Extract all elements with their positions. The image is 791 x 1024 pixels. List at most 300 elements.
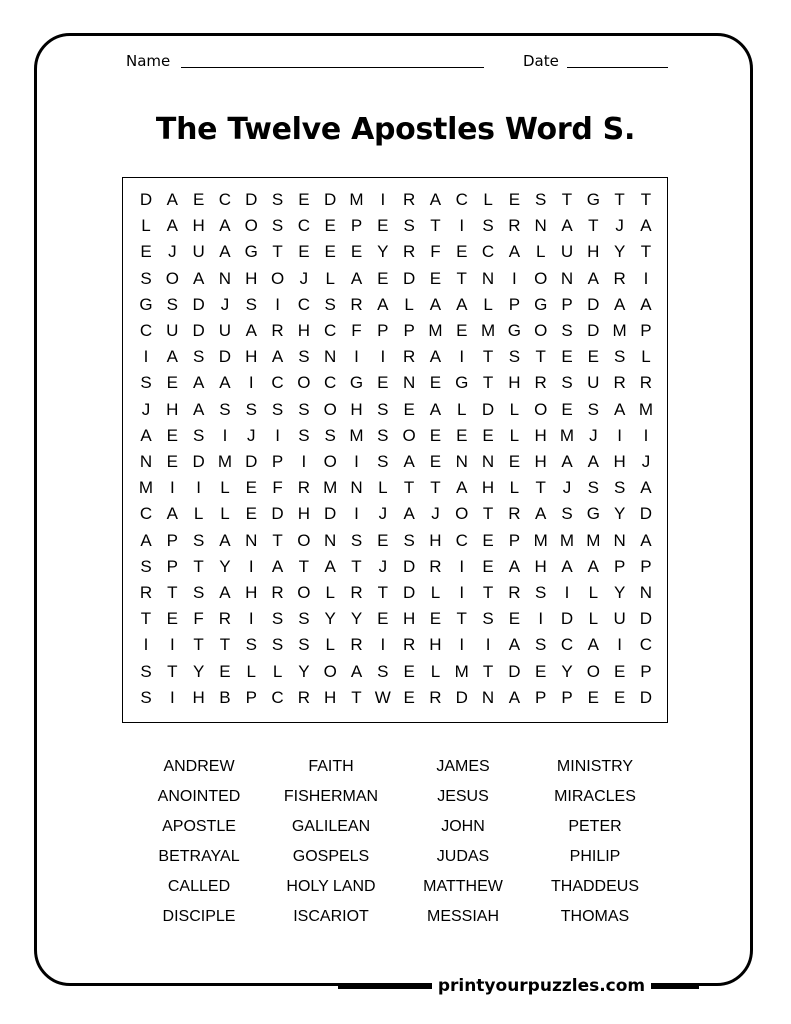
grid-letter[interactable]: I [354, 452, 359, 471]
grid-letter[interactable]: A [561, 452, 573, 471]
grid-letter[interactable]: P [166, 530, 178, 550]
grid-letter[interactable]: T [535, 347, 546, 367]
grid-letter[interactable]: I [380, 635, 386, 655]
grid-letter[interactable]: A [508, 687, 521, 707]
grid-letter[interactable]: D [192, 321, 205, 340]
grid-letter[interactable]: C [560, 635, 574, 655]
grid-letter[interactable]: P [508, 294, 521, 314]
grid-letter[interactable]: S [192, 347, 205, 367]
grid-letter[interactable]: L [457, 399, 467, 419]
grid-letter[interactable]: Y [298, 661, 310, 681]
grid-letter[interactable]: R [350, 583, 363, 602]
grid-letter[interactable]: H [613, 452, 626, 471]
grid-letter[interactable]: E [350, 242, 363, 262]
grid-letter[interactable]: P [350, 216, 363, 236]
grid-letter[interactable]: T [482, 373, 494, 393]
grid-letter[interactable]: D [271, 504, 284, 524]
grid-letter[interactable]: U [166, 321, 179, 340]
grid-letter[interactable]: R [402, 635, 416, 655]
grid-letter[interactable]: E [456, 321, 468, 340]
grid-letter[interactable]: A [587, 452, 599, 471]
grid-letter[interactable]: N [455, 452, 468, 471]
grid-letter[interactable]: S [192, 583, 205, 602]
grid-letter[interactable]: E [324, 242, 336, 262]
grid-letter[interactable]: C [297, 294, 311, 314]
grid-letter[interactable]: H [587, 242, 600, 262]
grid-letter[interactable]: P [640, 556, 652, 576]
grid-letter[interactable]: T [140, 609, 152, 629]
grid-letter[interactable]: H [192, 687, 205, 707]
grid-letter[interactable]: S [192, 425, 205, 445]
grid-letter[interactable]: R [139, 583, 153, 602]
grid-letter[interactable]: E [403, 661, 415, 681]
grid-letter[interactable]: N [139, 452, 153, 471]
grid-letter[interactable]: I [380, 347, 386, 367]
grid-letter[interactable]: I [169, 687, 175, 707]
grid-letter[interactable]: T [482, 583, 494, 602]
grid-letter[interactable]: L [272, 661, 283, 681]
grid-letter[interactable]: G [139, 294, 153, 314]
grid-letter[interactable]: T [561, 190, 573, 209]
grid-letter[interactable]: R [534, 373, 547, 393]
grid-letter[interactable]: H [429, 530, 442, 550]
grid-letter[interactable]: H [297, 504, 311, 524]
grid-letter[interactable]: A [350, 661, 363, 681]
grid-letter[interactable]: L [535, 242, 546, 262]
grid-letter[interactable]: C [297, 216, 311, 236]
grid-letter[interactable]: I [380, 190, 386, 209]
grid-letter[interactable]: T [640, 190, 652, 209]
grid-letter[interactable]: L [404, 294, 414, 314]
grid-letter[interactable]: M [349, 425, 364, 445]
grid-letter[interactable]: R [350, 635, 363, 655]
grid-letter[interactable]: J [299, 268, 309, 288]
grid-letter[interactable]: U [613, 609, 626, 629]
grid-letter[interactable]: I [222, 425, 228, 445]
grid-letter[interactable]: L [509, 478, 520, 498]
grid-letter[interactable]: J [641, 452, 651, 471]
grid-letter[interactable]: S [271, 216, 284, 236]
grid-letter[interactable]: S [324, 425, 336, 445]
grid-letter[interactable]: S [271, 609, 284, 629]
grid-letter[interactable]: A [166, 504, 178, 524]
grid-letter[interactable]: H [245, 347, 258, 367]
grid-letter[interactable]: J [168, 242, 177, 262]
grid-letter[interactable]: S [377, 661, 389, 681]
grid-letter[interactable]: P [561, 294, 573, 314]
grid-letter[interactable]: S [377, 399, 389, 419]
grid-letter[interactable]: D [192, 294, 205, 314]
grid-letter[interactable]: L [325, 268, 335, 288]
grid-letter[interactable]: R [297, 478, 311, 498]
grid-letter[interactable]: A [613, 294, 626, 314]
grid-letter[interactable]: C [455, 530, 468, 550]
grid-letter[interactable]: H [324, 687, 337, 707]
grid-letter[interactable]: T [430, 478, 441, 498]
grid-letter[interactable]: Y [377, 242, 389, 262]
grid-letter[interactable]: A [508, 635, 521, 655]
grid-letter[interactable]: S [298, 425, 310, 445]
grid-letter[interactable]: O [270, 268, 285, 288]
grid-letter[interactable]: A [324, 556, 336, 576]
grid-letter[interactable]: Y [192, 661, 205, 681]
grid-letter[interactable]: I [354, 504, 359, 524]
grid-letter[interactable]: E [429, 268, 442, 288]
grid-letter[interactable]: H [481, 478, 495, 498]
grid-letter[interactable]: L [483, 190, 493, 209]
grid-letter[interactable]: H [245, 583, 258, 602]
grid-letter[interactable]: L [430, 661, 441, 681]
grid-letter[interactable]: M [138, 478, 154, 498]
grid-letter[interactable]: I [248, 556, 254, 576]
grid-letter[interactable]: L [509, 425, 520, 445]
grid-letter[interactable]: C [324, 321, 337, 340]
grid-letter[interactable]: P [377, 321, 389, 340]
grid-letter[interactable]: I [564, 583, 570, 602]
grid-letter[interactable]: L [430, 583, 441, 602]
grid-letter[interactable]: L [588, 583, 599, 602]
grid-letter[interactable]: N [639, 583, 653, 602]
grid-letter[interactable]: A [429, 190, 442, 209]
grid-letter[interactable]: H [166, 399, 179, 419]
grid-letter[interactable]: J [378, 504, 388, 524]
grid-letter[interactable]: A [640, 530, 652, 550]
grid-letter[interactable]: A [192, 399, 205, 419]
grid-letter[interactable]: B [219, 687, 231, 707]
grid-letter[interactable]: P [561, 687, 573, 707]
grid-letter[interactable]: L [193, 504, 204, 524]
grid-letter[interactable]: N [534, 216, 547, 236]
grid-letter[interactable]: M [612, 321, 627, 340]
grid-letter[interactable]: I [617, 425, 622, 445]
grid-letter[interactable]: S [350, 530, 363, 550]
grid-letter[interactable]: I [459, 635, 465, 655]
grid-letter[interactable]: U [560, 242, 574, 262]
grid-letter[interactable]: S [587, 478, 599, 498]
grid-letter[interactable]: G [507, 321, 521, 340]
grid-letter[interactable]: A [613, 399, 626, 419]
grid-letter[interactable]: C [455, 190, 468, 209]
grid-letter[interactable]: I [275, 425, 280, 445]
grid-letter[interactable]: E [298, 190, 310, 209]
grid-letter[interactable]: O [402, 425, 416, 445]
grid-letter[interactable]: R [402, 190, 416, 209]
grid-letter[interactable]: C [139, 504, 153, 524]
grid-letter[interactable]: J [141, 399, 151, 419]
grid-letter[interactable]: A [587, 268, 599, 288]
grid-letter[interactable]: S [561, 373, 573, 393]
grid-letter[interactable]: D [402, 556, 416, 576]
grid-letter[interactable]: A [429, 399, 442, 419]
grid-letter[interactable]: O [297, 583, 311, 602]
grid-letter[interactable]: F [351, 321, 362, 340]
grid-letter[interactable]: P [613, 556, 626, 576]
grid-letter[interactable]: S [613, 347, 626, 367]
grid-letter[interactable]: P [508, 530, 521, 550]
grid-letter[interactable]: L [246, 661, 256, 681]
grid-letter[interactable]: E [245, 478, 257, 498]
grid-letter[interactable]: R [429, 687, 442, 707]
grid-letter[interactable]: I [512, 268, 517, 288]
grid-letter[interactable]: I [643, 425, 649, 445]
grid-letter[interactable]: I [169, 635, 175, 655]
grid-letter[interactable]: D [481, 399, 495, 419]
grid-letter[interactable]: G [586, 504, 600, 524]
grid-letter[interactable]: A [192, 268, 205, 288]
grid-letter[interactable]: S [561, 321, 573, 340]
grid-letter[interactable]: M [559, 425, 575, 445]
grid-letter[interactable]: E [429, 609, 442, 629]
grid-letter[interactable]: S [271, 635, 284, 655]
grid-letter[interactable]: J [562, 478, 572, 498]
grid-letter[interactable]: C [139, 321, 153, 340]
grid-letter[interactable]: I [275, 294, 280, 314]
grid-letter[interactable]: Y [613, 242, 626, 262]
grid-letter[interactable]: E [613, 687, 626, 707]
grid-letter[interactable]: A [429, 294, 442, 314]
grid-letter[interactable]: E [192, 190, 205, 209]
grid-letter[interactable]: N [402, 373, 416, 393]
grid-letter[interactable]: E [403, 399, 415, 419]
grid-letter[interactable]: F [193, 609, 204, 629]
grid-letter[interactable]: L [588, 609, 599, 629]
grid-letter[interactable]: O [323, 399, 337, 419]
grid-letter[interactable]: Y [613, 583, 626, 602]
grid-letter[interactable]: Y [613, 504, 626, 524]
grid-letter[interactable]: E [456, 242, 468, 262]
grid-letter[interactable]: A [245, 321, 257, 340]
grid-letter[interactable]: D [245, 452, 258, 471]
grid-letter[interactable]: T [482, 504, 494, 524]
grid-letter[interactable]: S [324, 294, 336, 314]
grid-letter[interactable]: S [377, 425, 389, 445]
grid-letter[interactable]: A [640, 216, 652, 236]
grid-letter[interactable]: A [429, 347, 442, 367]
grid-letter[interactable]: R [297, 687, 311, 707]
grid-letter[interactable]: J [589, 425, 598, 445]
grid-letter[interactable]: C [324, 373, 337, 393]
grid-letter[interactable]: I [459, 216, 465, 236]
grid-letter[interactable]: N [350, 478, 363, 498]
grid-letter[interactable]: M [428, 321, 443, 340]
grid-letter[interactable]: R [508, 216, 521, 236]
grid-letter[interactable]: N [218, 268, 232, 288]
grid-letter[interactable]: D [560, 609, 574, 629]
grid-letter[interactable]: I [143, 635, 149, 655]
grid-letter[interactable]: E [140, 242, 152, 262]
grid-letter[interactable]: O [586, 661, 600, 681]
grid-letter[interactable]: J [615, 216, 624, 236]
grid-letter[interactable]: P [640, 661, 652, 681]
grid-letter[interactable]: N [613, 530, 626, 550]
grid-letter[interactable]: S [403, 530, 415, 550]
grid-letter[interactable]: E [535, 661, 547, 681]
grid-letter[interactable]: D [324, 190, 337, 209]
grid-letter[interactable]: S [482, 609, 494, 629]
grid-letter[interactable]: S [140, 661, 152, 681]
grid-letter[interactable]: I [301, 452, 307, 471]
grid-letter[interactable]: L [141, 216, 151, 236]
grid-letter[interactable]: C [218, 190, 232, 209]
grid-letter[interactable]: S [219, 399, 231, 419]
grid-letter[interactable]: R [613, 373, 626, 393]
grid-letter[interactable]: E [429, 452, 442, 471]
grid-letter[interactable]: S [140, 556, 152, 576]
grid-letter[interactable]: L [220, 478, 230, 498]
grid-letter[interactable]: D [639, 609, 653, 629]
grid-letter[interactable]: O [534, 268, 548, 288]
grid-letter[interactable]: E [166, 373, 178, 393]
grid-letter[interactable]: A [377, 294, 389, 314]
grid-letter[interactable]: U [218, 321, 232, 340]
grid-letter[interactable]: A [535, 504, 547, 524]
grid-letter[interactable]: T [272, 530, 283, 550]
grid-letter[interactable]: T [167, 583, 178, 602]
grid-letter[interactable]: H [297, 321, 311, 340]
grid-letter[interactable]: M [454, 661, 469, 681]
grid-letter[interactable]: S [166, 294, 178, 314]
grid-letter[interactable]: S [482, 216, 494, 236]
grid-letter[interactable]: E [429, 425, 442, 445]
grid-letter[interactable]: G [534, 294, 548, 314]
grid-letter[interactable]: C [271, 687, 284, 707]
grid-letter[interactable]: I [643, 268, 649, 288]
grid-letter[interactable]: N [245, 530, 258, 550]
grid-letter[interactable]: R [508, 504, 521, 524]
grid-letter[interactable]: L [325, 583, 335, 602]
grid-letter[interactable]: U [192, 242, 205, 262]
grid-letter[interactable]: A [166, 347, 178, 367]
grid-letter[interactable]: S [613, 478, 626, 498]
grid-letter[interactable]: T [640, 242, 652, 262]
grid-letter[interactable]: C [639, 635, 653, 655]
grid-letter[interactable]: P [166, 556, 178, 576]
grid-letter[interactable]: E [508, 190, 521, 209]
grid-letter[interactable]: O [534, 399, 548, 419]
grid-letter[interactable]: R [613, 268, 626, 288]
grid-letter[interactable]: S [140, 687, 152, 707]
grid-letter[interactable]: S [140, 373, 152, 393]
grid-letter[interactable]: R [271, 321, 284, 340]
grid-letter[interactable]: S [298, 609, 310, 629]
grid-letter[interactable]: O [244, 216, 258, 236]
grid-letter[interactable]: G [349, 373, 364, 393]
grid-letter[interactable]: E [587, 347, 599, 367]
grid-letter[interactable]: D [402, 583, 416, 602]
grid-letter[interactable]: O [455, 504, 469, 524]
grid-letter[interactable]: R [402, 347, 416, 367]
grid-letter[interactable]: T [193, 556, 204, 576]
grid-letter[interactable]: D [402, 268, 416, 288]
grid-letter[interactable]: L [483, 294, 493, 314]
grid-letter[interactable]: E [377, 216, 389, 236]
grid-letter[interactable]: L [641, 347, 651, 367]
grid-letter[interactable]: T [377, 583, 388, 602]
grid-letter[interactable]: T [272, 242, 283, 262]
grid-letter[interactable]: G [586, 190, 600, 209]
grid-letter[interactable]: T [351, 687, 362, 707]
grid-letter[interactable]: E [482, 530, 494, 550]
grid-letter[interactable]: E [482, 556, 494, 576]
grid-letter[interactable]: E [613, 661, 626, 681]
grid-letter[interactable]: A [192, 373, 205, 393]
grid-letter[interactable]: I [459, 556, 465, 576]
grid-letter[interactable]: A [219, 583, 231, 602]
grid-letter[interactable]: S [535, 583, 547, 602]
grid-letter[interactable]: G [244, 242, 258, 262]
grid-letter[interactable]: A [561, 556, 573, 576]
grid-letter[interactable]: F [430, 242, 441, 262]
grid-letter[interactable]: L [509, 399, 520, 419]
grid-letter[interactable]: A [403, 452, 415, 471]
grid-letter[interactable]: T [403, 478, 415, 498]
grid-letter[interactable]: E [561, 347, 573, 367]
grid-letter[interactable]: T [351, 556, 362, 576]
grid-letter[interactable]: N [324, 530, 337, 550]
grid-letter[interactable]: S [298, 347, 310, 367]
grid-letter[interactable]: A [219, 373, 231, 393]
grid-letter[interactable]: S [377, 452, 389, 471]
grid-letter[interactable]: P [403, 321, 415, 340]
grid-letter[interactable]: U [587, 373, 600, 393]
grid-letter[interactable]: D [587, 294, 600, 314]
grid-letter[interactable]: M [349, 190, 364, 209]
grid-letter[interactable]: E [456, 425, 468, 445]
grid-letter[interactable]: M [638, 399, 654, 419]
grid-letter[interactable]: T [482, 661, 494, 681]
grid-letter[interactable]: D [639, 504, 653, 524]
grid-letter[interactable]: S [271, 399, 284, 419]
grid-letter[interactable]: E [377, 530, 389, 550]
grid-letter[interactable]: S [192, 530, 205, 550]
grid-letter[interactable]: N [481, 452, 495, 471]
grid-letter[interactable]: D [245, 190, 258, 209]
grid-letter[interactable]: S [140, 268, 152, 288]
grid-letter[interactable]: E [245, 504, 257, 524]
grid-letter[interactable]: S [535, 190, 547, 209]
grid-letter[interactable]: S [403, 216, 415, 236]
grid-letter[interactable]: H [245, 268, 258, 288]
grid-letter[interactable]: A [271, 347, 284, 367]
grid-letter[interactable]: T [456, 609, 467, 629]
grid-letter[interactable]: A [508, 556, 521, 576]
grid-letter[interactable]: I [459, 347, 465, 367]
grid-letter[interactable]: T [167, 661, 178, 681]
grid-letter[interactable]: E [561, 399, 573, 419]
grid-letter[interactable]: I [538, 609, 544, 629]
grid-letter[interactable]: E [429, 373, 442, 393]
grid-letter[interactable]: N [481, 268, 495, 288]
grid-letter[interactable]: A [219, 216, 231, 236]
grid-letter[interactable]: I [248, 373, 254, 393]
grid-letter[interactable]: H [534, 452, 547, 471]
grid-letter[interactable]: Y [324, 609, 336, 629]
grid-letter[interactable]: I [196, 478, 201, 498]
grid-letter[interactable]: D [218, 347, 232, 367]
grid-letter[interactable]: E [482, 425, 494, 445]
grid-letter[interactable]: A [640, 294, 652, 314]
grid-letter[interactable]: R [508, 583, 521, 602]
grid-letter[interactable]: E [298, 242, 310, 262]
grid-letter[interactable]: I [459, 583, 465, 602]
grid-letter[interactable]: E [166, 452, 178, 471]
grid-letter[interactable]: P [535, 687, 547, 707]
grid-letter[interactable]: S [535, 635, 547, 655]
grid-letter[interactable]: T [298, 556, 310, 576]
grid-letter[interactable]: T [535, 478, 546, 498]
grid-letter[interactable]: A [508, 242, 521, 262]
grid-letter[interactable]: M [586, 530, 601, 550]
